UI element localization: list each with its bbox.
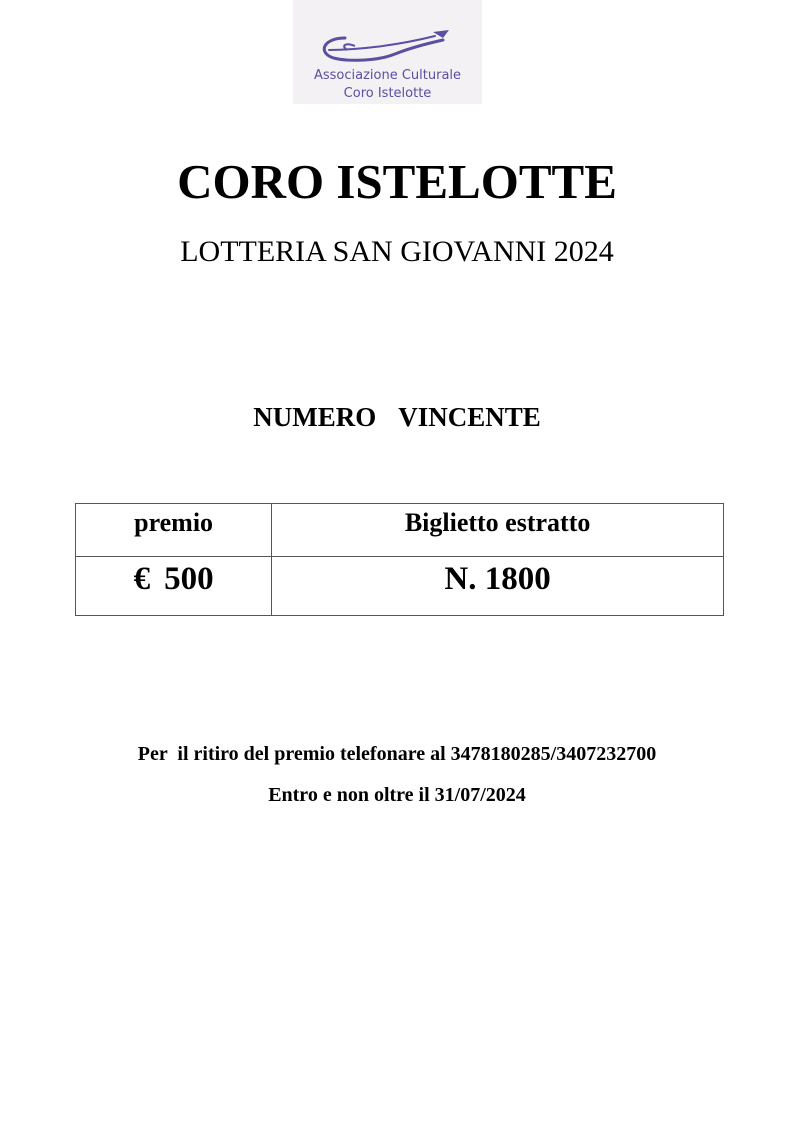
violin-bow-logo-icon <box>315 28 455 68</box>
heading-word-numero: NUMERO <box>253 402 377 432</box>
prize-amount-cell <box>76 557 272 616</box>
heading-word-vincente: VINCENTE <box>398 402 541 432</box>
header-cell-prize: premio <box>76 504 272 557</box>
contact-text: Per il ritiro del premio telefonare al 3478180285/3407232700 <box>137 743 657 765</box>
table-row <box>76 557 724 616</box>
contact-note <box>0 741 794 767</box>
winning-number-heading <box>0 400 794 434</box>
prize-table <box>75 503 724 616</box>
association-logo <box>293 0 482 104</box>
prize-amount: 500 <box>164 561 214 597</box>
header-cell-ticket: Biglietto estratto <box>272 504 724 557</box>
currency-symbol: € <box>133 561 151 597</box>
logo-text-association: Associazione Culturale <box>313 68 462 83</box>
table-header-row <box>76 504 724 557</box>
ticket-number-cell: N. 1800 <box>272 557 724 616</box>
deadline-note: Entro e non oltre il 31/07/2024 <box>268 784 526 806</box>
page-subtitle: LOTTERIA SAN GIOVANNI 2024 <box>180 235 614 268</box>
logo-text-choir: Coro Istelotte <box>343 86 432 101</box>
page-title: CORO ISTELOTTE <box>177 154 617 209</box>
